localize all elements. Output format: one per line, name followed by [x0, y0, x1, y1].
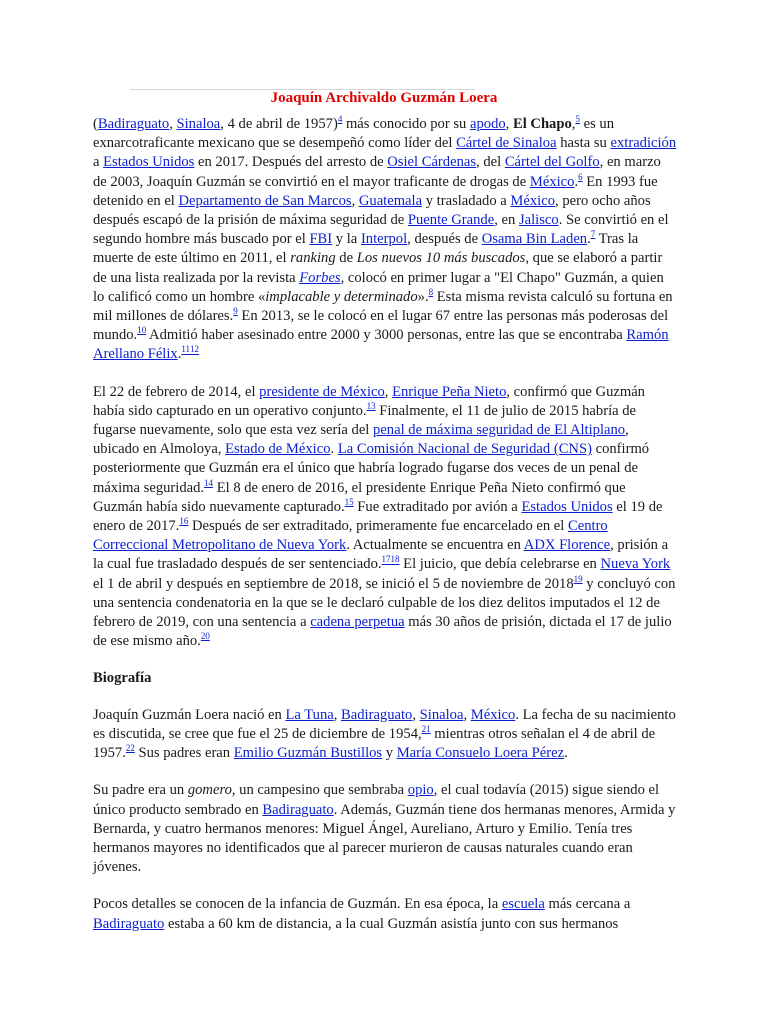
citation-ref-17[interactable]: 17: [381, 554, 391, 565]
link-centro-correccional-metropolitano-de-nueva-york[interactable]: Centro Correccional Metropolitano de Nueva York: [93, 518, 608, 554]
link-la-comision-nacional-de-seguridad-cns[interactable]: La Comisión Nacional de Seguridad (CNS): [337, 441, 592, 458]
text-run: El juicio, que debía celebrarse en: [399, 556, 601, 573]
text-run: el 1 de abril y después en septiembre de 2018, se inició el 5 de noviembre de 2018: [93, 575, 574, 592]
citation-sup: [181, 345, 190, 355]
text-run: confirmó posteriormente que Guzmán era el único que habría logrado fugarse dos veces de un penal de máxima seguridad.: [93, 441, 650, 496]
paragraph-childhood: [93, 895, 678, 933]
section-heading-biografia: Biografía: [93, 670, 152, 687]
text-run: , después de: [407, 231, 482, 248]
text-run: , 4 de abril de 1957): [220, 116, 338, 132]
text-run: de: [335, 250, 357, 267]
citation-sup: [126, 743, 135, 753]
text-run: ,: [333, 706, 342, 723]
text-run: y trasladado a: [422, 192, 511, 209]
text-run: El 8 de enero de 2016, el presidente Enrique Peña Nieto confirmó que Guzmán había sido nuevamente capturado.: [93, 479, 626, 515]
text-run: En 2013, se le colocó en el lugar 67 entre las personas más poderosas del mundo.: [93, 308, 669, 344]
text-run: a: [93, 154, 104, 171]
text-run: .: [564, 745, 568, 762]
citation-ref-19[interactable]: 19: [573, 573, 583, 584]
link-estados-unidos[interactable]: Estados Unidos: [521, 498, 613, 515]
link-presidente-de-mexico[interactable]: presidente de México: [259, 383, 385, 400]
citation-ref-12[interactable]: 12: [190, 344, 200, 355]
citation-sup: [422, 724, 431, 734]
link-cadena-perpetua[interactable]: cadena perpetua: [310, 614, 405, 631]
italic-text: ranking: [290, 250, 336, 267]
paragraph-family: [93, 781, 678, 877]
paragraph-capture: [93, 383, 678, 652]
link-badiraguato[interactable]: Badiraguato: [93, 915, 165, 932]
link-badiraguato[interactable]: Badiraguato: [97, 116, 170, 132]
text-run: .: [574, 173, 579, 190]
link-maria-consuelo-loera-perez[interactable]: María Consuelo Loera Pérez: [396, 745, 565, 762]
text-run: es un exnarcotraficante mexicano que se desempeñó como líder del: [93, 116, 614, 152]
text-run: , prisión a la cual fue trasladado después de ser sentenciado.: [93, 537, 669, 573]
citation-ref-10[interactable]: 10: [137, 325, 147, 336]
text-run: y la: [332, 231, 361, 248]
link-la-tuna[interactable]: La Tuna: [285, 706, 334, 723]
citation-sup: [204, 478, 213, 488]
text-run: ,: [351, 192, 359, 209]
text-run: .: [177, 346, 182, 363]
text-run: (: [93, 116, 98, 132]
paragraph-intro: [93, 115, 678, 365]
text-run: El 22 de febrero de 2014, el: [93, 383, 260, 400]
citation-ref-18[interactable]: 18: [390, 554, 400, 565]
text-run: ,: [412, 706, 420, 723]
text-run: Después de ser extraditado, primeramente fue encarcelado en el: [188, 518, 568, 535]
link-adx-florence[interactable]: ADX Florence: [523, 537, 611, 554]
text-run: Fue extraditado por avión a: [353, 498, 522, 515]
text-run: estaba a 60 km de distancia, a la cual Guzmán asistía junto con sus hermanos: [164, 915, 619, 932]
citation-ref-14[interactable]: 14: [204, 477, 214, 488]
link-guatemala[interactable]: Guatemala: [358, 192, 423, 209]
text-run: hasta su: [556, 135, 611, 152]
text-run: . La fecha de su nacimiento es discutida, se cree que fue el 25 de diciembre de 1954,: [93, 706, 676, 742]
text-run: , del: [476, 154, 505, 171]
citation-ref-9[interactable]: 9: [233, 306, 238, 317]
text-run: , ubicado en Almoloya,: [93, 422, 629, 458]
text-run: , el cual todavía (2015) sigue siendo el único producto sembrado en: [93, 782, 660, 818]
link-opio[interactable]: opio: [407, 782, 434, 799]
text-run: Su padre era un: [93, 782, 188, 799]
text-run: . Actualmente se encuentra en: [346, 537, 524, 554]
link-nueva-york[interactable]: Nueva York: [600, 556, 671, 573]
citation-sup: [574, 574, 583, 584]
text-run: ,: [169, 116, 177, 132]
citation-sup: [391, 555, 400, 565]
italic-text: Los nuevos 10 más buscados: [356, 250, 526, 267]
italic-text: implacable y determinado: [265, 288, 418, 305]
citation-ref-16[interactable]: 16: [179, 516, 189, 527]
link-cartel-de-sinaloa[interactable]: Cártel de Sinaloa: [456, 135, 557, 152]
link-osama-bin-laden[interactable]: Osama Bin Laden: [481, 231, 588, 248]
text-run: más cercana a: [544, 896, 631, 913]
text-run: ,: [571, 116, 576, 132]
link-badiraguato[interactable]: Badiraguato: [262, 801, 334, 818]
link-interpol[interactable]: Interpol: [360, 231, 408, 248]
citation-ref-20[interactable]: 20: [200, 631, 210, 642]
citation-ref-11[interactable]: 11: [181, 344, 191, 355]
text-run: . Se convirtió en el segundo hombre más buscado por el: [93, 212, 669, 248]
citation-sup: [345, 497, 354, 507]
link-puente-grande[interactable]: Puente Grande: [407, 212, 495, 229]
text-run: . Además, Guzmán tiene dos hermanas menores, Armida y Bernarda, y cuatro hermanos menores: Miguel Ángel, Aureliano, Arturo y Emilio. Tenía tres hermanos mayores no identificados que al parecer murieron de causas naturales cuando eran jóvenes.: [93, 801, 676, 876]
text-run: Pocos detalles se conocen de la infancia de Guzmán. En esa época, la: [93, 896, 502, 913]
link-osiel-cardenas[interactable]: Osiel Cárdenas: [387, 154, 477, 171]
text-run: En 1993 fue detenido en el: [93, 173, 658, 209]
text-run: mientras otros señalan el 4 de abril de 1957.: [93, 725, 656, 762]
text-run: Admitió haber asesinado entre 2000 y 3000 personas, entre las que se encontraba: [146, 327, 627, 344]
text-run: ,: [505, 116, 513, 132]
text-run: .: [330, 441, 338, 458]
link-fbi[interactable]: FBI: [309, 231, 333, 248]
link-penal-de-maxima-seguridad-de-el-altiplano[interactable]: penal de máxima seguridad de El Altiplano: [373, 422, 626, 439]
citation-sup: [190, 345, 199, 355]
text-run: más 30 años de prisión, dictada el 17 de julio de ese mismo año.: [93, 614, 672, 650]
citation-sup: [137, 325, 146, 335]
citation-sup: [382, 555, 391, 565]
text-run: , en: [494, 212, 519, 229]
citation-sup: [179, 516, 188, 526]
link-mexico[interactable]: México: [470, 706, 516, 723]
text-run: y: [382, 745, 397, 762]
italic-text: gomero: [187, 782, 232, 799]
text-run: Tras la muerte de este último en 2011, el: [93, 231, 639, 267]
text-run: Finalmente, el 11 de julio de 2015 habría de fugarse nuevamente, solo que esta vez sería del: [93, 402, 637, 439]
citation-ref-5[interactable]: 5: [575, 114, 580, 125]
text-run: ».: [417, 288, 429, 305]
text-run: , que se elaboró a partir de una lista realizada por la revista: [93, 250, 663, 286]
link-apodo[interactable]: apodo: [470, 116, 506, 132]
link-ramon-arellano-felix[interactable]: Ramón Arellano Félix: [93, 327, 669, 363]
text-run: Sus padres eran: [134, 745, 234, 762]
link-mexico[interactable]: México: [510, 192, 556, 209]
citation-ref-22[interactable]: 22: [125, 743, 135, 754]
link-sinaloa[interactable]: Sinaloa: [176, 116, 221, 132]
text-run: Esta misma revista calculó su fortuna en mil millones de dólares.: [93, 288, 673, 325]
link-extradicion[interactable]: extradición: [610, 135, 677, 152]
link-emilio-guzman-bustillos[interactable]: Emilio Guzmán Bustillos: [233, 745, 383, 762]
text-run: , un campesino que sembraba: [231, 782, 408, 799]
link-cartel-del-golfo[interactable]: Cártel del Golfo: [504, 154, 600, 171]
link-jalisco[interactable]: Jalisco: [518, 212, 559, 229]
text-run: .: [587, 231, 591, 248]
text-run: ,: [463, 706, 471, 723]
citation-sup: [201, 631, 210, 641]
text-run: en 2017. Después del arresto de: [194, 154, 388, 171]
link-enrique-pena-nieto[interactable]: Enrique Peña Nieto: [392, 383, 507, 400]
link-sinaloa[interactable]: Sinaloa: [419, 706, 464, 723]
text-run: más conocido por su: [342, 116, 470, 132]
link-departamento-de-san-marcos[interactable]: Departamento de San Marcos: [178, 192, 352, 209]
link-mexico[interactable]: México: [529, 173, 575, 190]
citation-ref-21[interactable]: 21: [421, 724, 431, 735]
bold-text: El Chapo: [512, 116, 572, 132]
citation-ref-13[interactable]: 13: [366, 400, 376, 411]
text-run: , pero ocho años después escapó de la prisión de máxima seguridad de: [93, 192, 651, 229]
text-run: Joaquín Guzmán Loera nació en: [93, 706, 286, 723]
text-run: , en marzo de 2003, Joaquín Guzmán se convirtió en el mayor traficante de drogas de: [93, 154, 661, 190]
citation-ref-8[interactable]: 8: [428, 286, 434, 297]
text-run: y concluyó con una sentencia condenatoria en la que se le declaró culpable de los diez delitos imputados el 12 de febrero de 2019, con una sentencia a: [93, 575, 676, 631]
link-estados-unidos[interactable]: Estados Unidos: [103, 154, 195, 171]
link-escuela[interactable]: escuela: [501, 896, 545, 913]
citation-ref-6[interactable]: 6: [578, 171, 583, 182]
article-body: [93, 115, 678, 952]
link-badiraguato[interactable]: Badiraguato: [341, 706, 413, 723]
paragraph-birth: [93, 706, 678, 764]
link-estado-de-mexico[interactable]: Estado de México: [225, 441, 331, 458]
text-run: , colocó en primer lugar a "El Chapo" Guzmán, a quien lo calificó como un hombre «: [93, 269, 664, 305]
citation-ref-7[interactable]: 7: [590, 229, 596, 240]
citation-ref-4[interactable]: 4: [337, 114, 343, 125]
citation-sup: [367, 401, 376, 411]
text-run: el 19 de enero de 2017.: [93, 498, 663, 535]
text-run: ,: [384, 383, 393, 400]
page-title: Joaquín Archivaldo Guzmán Loera: [270, 90, 498, 106]
text-run: , confirmó que Guzmán había sido capturado en un operativo conjunto.: [93, 383, 645, 419]
citation-ref-15[interactable]: 15: [344, 497, 354, 507]
link-forbes[interactable]: Forbes: [299, 269, 341, 286]
